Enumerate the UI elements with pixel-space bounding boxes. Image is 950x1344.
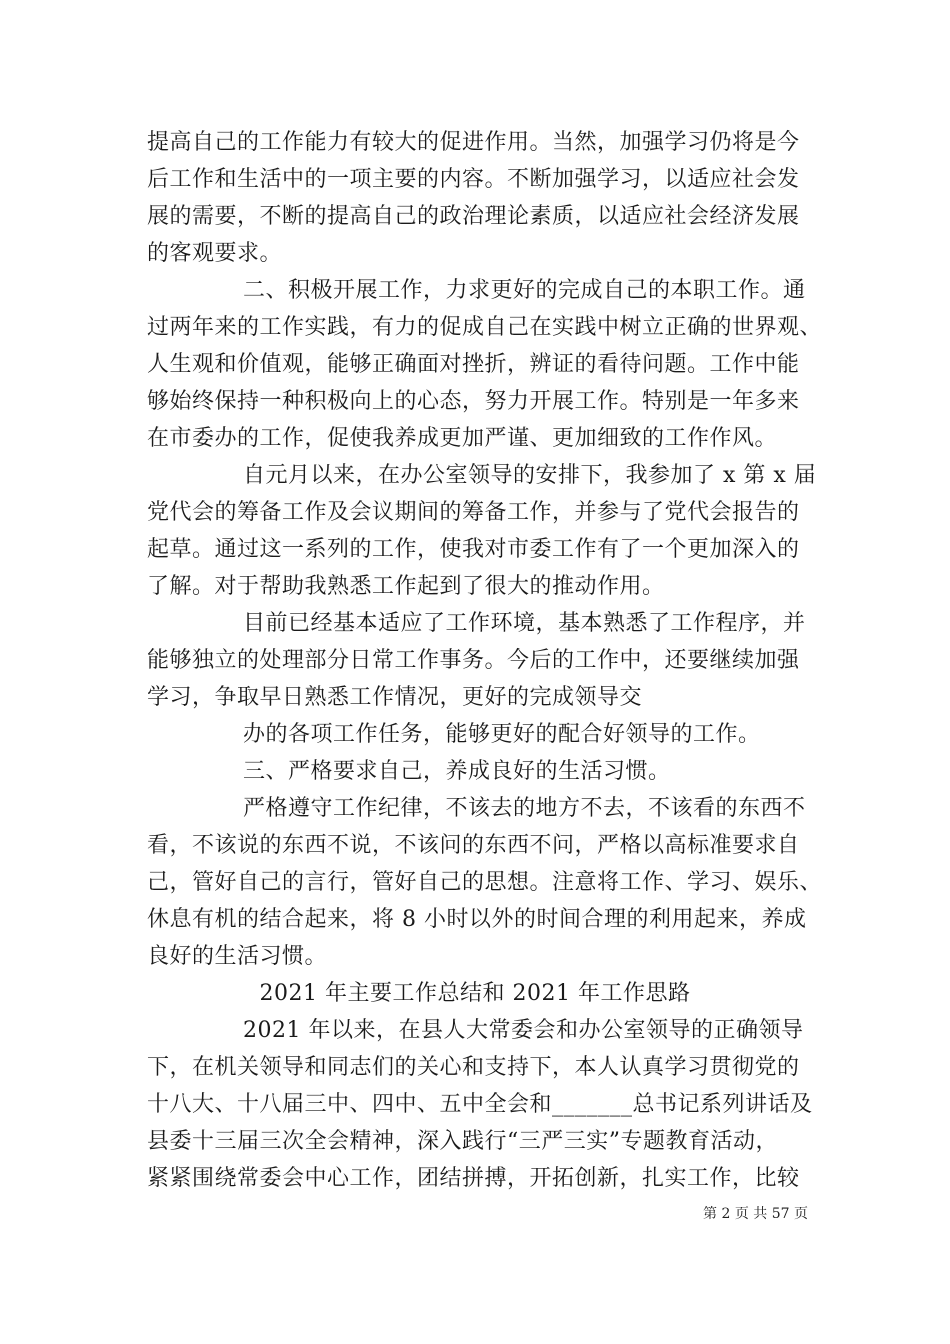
- section-heading-2: 二、积极开展工作，力求更好的完成自己的本职工作。通: [243, 278, 806, 303]
- paragraph-line: 下，在机关领导和同志们的关心和支持下，本人认真学习贯彻党的: [147, 1055, 800, 1080]
- paragraph-line: 休息有机的结合起来，将 8 小时以外的时间合理的利用起来，养成: [147, 907, 807, 932]
- page-number: 第 2 页 共 57 页: [703, 1206, 808, 1222]
- section-title: 2021 年主要工作总结和 2021 年工作思路: [259, 981, 691, 1006]
- paragraph-line: 办的各项工作任务，能够更好的配合好领导的工作。: [243, 722, 761, 747]
- paragraph-line: 目前已经基本适应了工作环境，基本熟悉了工作程序，并: [243, 611, 806, 636]
- paragraph-line: 紧紧围绕常委会中心工作，团结拼搏，开拓创新，扎实工作，比较: [147, 1166, 800, 1191]
- paragraph-line: 的客观要求。: [147, 241, 283, 266]
- paragraph-line: 县委十三届三次全会精神，深入践行“三严三实”专题教育活动，: [147, 1129, 778, 1154]
- paragraph-line: 己，管好自己的言行，管好自己的思想。注意将工作、学习、娱乐、: [147, 870, 823, 895]
- paragraph-line: 严格遵守工作纪律，不该去的地方不去，不该看的东西不: [243, 796, 806, 821]
- paragraph-line: 学习，争取早日熟悉工作情况，更好的完成领导交: [147, 685, 643, 710]
- section-heading-3: 三、严格要求自己，养成良好的生活习惯。: [243, 759, 671, 784]
- paragraph-line: 在市委办的工作，促使我养成更加严谨、更加细致的工作作风。: [147, 426, 778, 451]
- paragraph-line: 看，不该说的东西不说，不该问的东西不问，严格以高标准要求自: [147, 833, 800, 858]
- paragraph-line: 起草。通过这一系列的工作，使我对市委工作有了一个更加深入的: [147, 537, 800, 562]
- paragraph-line: 十八大、十八届三中、四中、五中全会和_______总书记系列讲话及: [147, 1092, 813, 1117]
- paragraph-line: 党代会的筹备工作及会议期间的筹备工作，并参与了党代会报告的: [147, 500, 800, 525]
- paragraph-line: 后工作和生活中的一项主要的内容。不断加强学习，以适应社会发: [147, 167, 800, 192]
- paragraph-line: 能够独立的处理部分日常工作事务。今后的工作中，还要继续加强: [147, 648, 800, 673]
- paragraph-line: 自元月以来，在办公室领导的安排下，我参加了 x 第 x 届: [243, 463, 817, 488]
- paragraph-line: 够始终保持一种积极向上的心态，努力开展工作。特别是一年多来: [147, 389, 800, 414]
- paragraph-line: 良好的生活习惯。: [147, 944, 328, 969]
- paragraph-line: 了解。对于帮助我熟悉工作起到了很大的推动作用。: [147, 574, 665, 599]
- paragraph-line: 人生观和价值观，能够正确面对挫折，辨证的看待问题。工作中能: [147, 352, 800, 377]
- paragraph-line: 提高自己的工作能力有较大的促进作用。当然，加强学习仍将是今: [147, 130, 800, 155]
- paragraph-line: 过两年来的工作实践，有力的促成自己在实践中树立正确的世界观、: [147, 315, 823, 340]
- paragraph-line: 展的需要，不断的提高自己的政治理论素质，以适应社会经济发展: [147, 204, 800, 229]
- paragraph-line: 2021 年以来，在县人大常委会和办公室领导的正确领导: [243, 1018, 804, 1043]
